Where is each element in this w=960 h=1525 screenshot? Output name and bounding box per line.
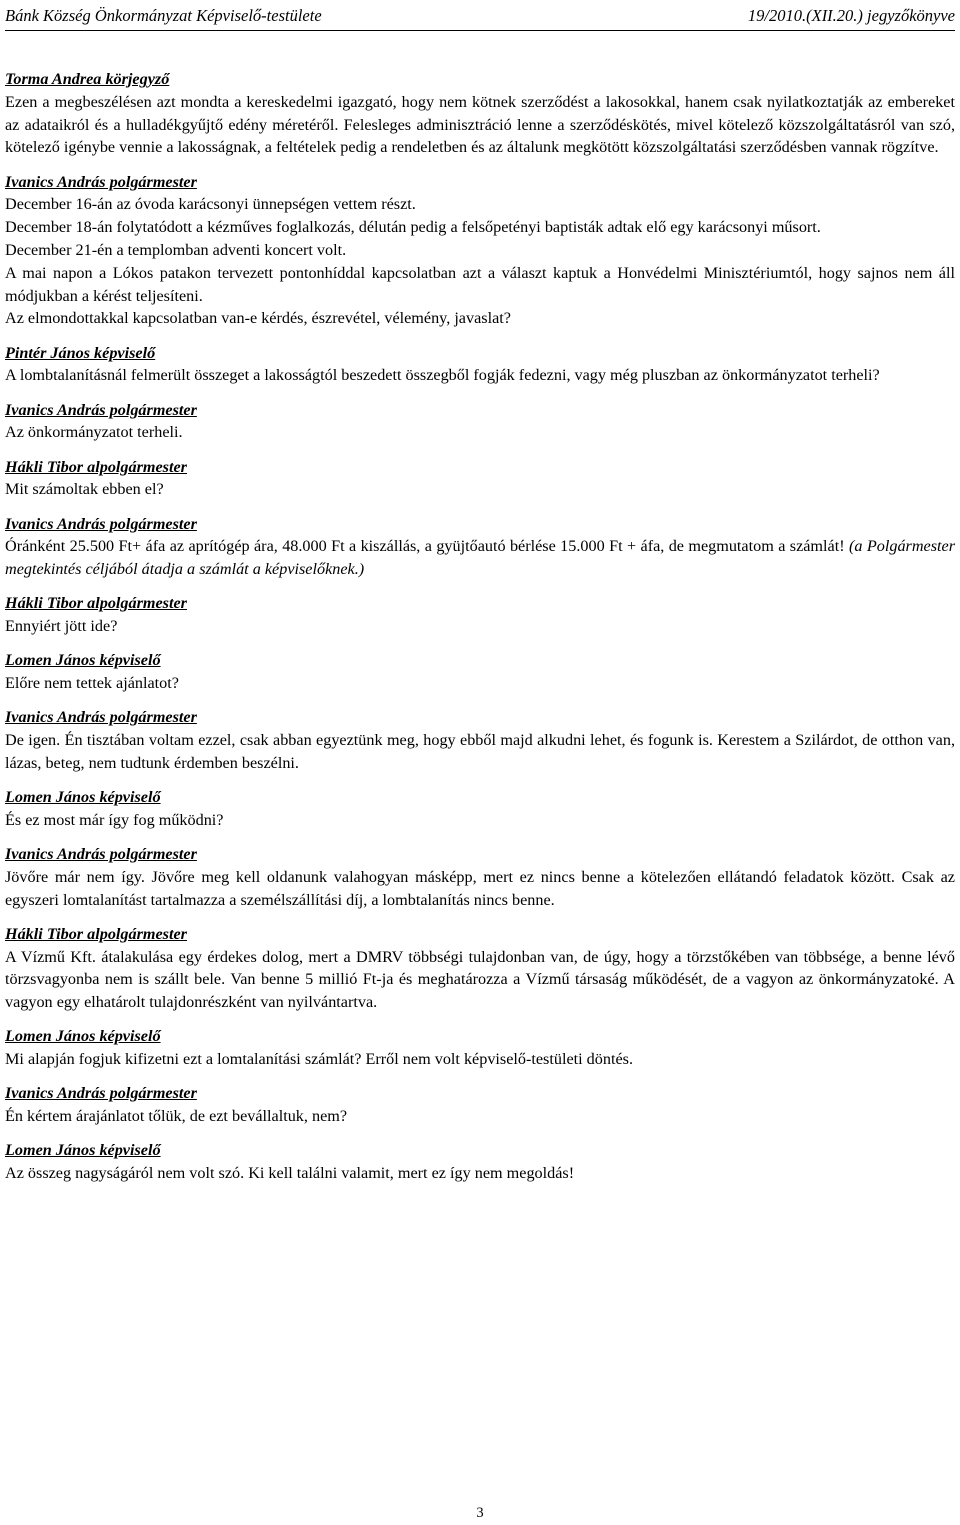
statement-paragraph xyxy=(5,729,955,775)
speaker-block xyxy=(5,456,955,502)
speaker-name: Torma Andrea körjegyző xyxy=(5,70,170,88)
speaker-block xyxy=(5,592,955,638)
statement-paragraph xyxy=(5,421,955,444)
speaker-name: Ivanics András polgármester xyxy=(5,400,197,419)
speaker-name: Lomen János képviselő xyxy=(5,788,161,807)
speaker-block xyxy=(5,843,955,911)
statement-paragraph xyxy=(5,672,955,695)
statement-text: Óránként 25.500 Ft+ áfa az aprítógép ára, 48.000 Ft a kiszállás, a gyüjtőautó bérlése 15.000 Ft + áfa, de megmutatom a számlát! xyxy=(5,537,845,556)
speaker-name: Hákli Tibor alpolgármester xyxy=(5,924,187,943)
header-institution: Bánk Község Önkormányzat Képviselő-testülete xyxy=(5,6,322,25)
statement-paragraph xyxy=(5,1048,955,1071)
speaker-block xyxy=(5,786,955,832)
statement-text: Mi alapján fogjuk kifizetni ezt a lomtalanítási számlát? Erről nem volt képviselő-testületi döntés. xyxy=(5,1050,633,1069)
speaker-block xyxy=(5,649,955,695)
speaker-block xyxy=(5,923,955,1014)
statement-text: Előre nem tettek ajánlatot? xyxy=(5,674,179,693)
speaker-name: Ivanics András polgármester xyxy=(5,514,197,533)
speaker-name: Ivanics András polgármester xyxy=(5,708,197,727)
statement-text: Ennyiért jött ide? xyxy=(5,617,118,636)
statement-paragraph xyxy=(5,1105,955,1128)
statement-text: A lombtalanításnál felmerült összeget a lakosságtól beszedett összegből fogják fedezni, vagy még pluszban az önkormányzatot terheli? xyxy=(5,366,880,385)
speaker-name: Ivanics András polgármester xyxy=(5,1084,197,1103)
statement-text: És ez most már így fog működni? xyxy=(5,810,224,829)
statement-paragraph xyxy=(5,216,955,239)
statement-paragraph xyxy=(5,535,955,581)
statement-text: Jövőre már nem így. Jövőre meg kell oldanunk valahogyan másképp, mert ez nincs benne a kötelezően ellátandó feladatok között. Csak az egyszeri lomtalanítást tartalmazza a személszállítási díj, a lombtalanítás nincs benne. xyxy=(5,867,955,909)
statement-paragraph xyxy=(5,866,955,912)
statement-text: De igen. Én tisztában voltam ezzel, csak abban egyeztünk meg, hogy ebből majd alkudni lehet, és fogunk is. Kerestem a Szilárdot, de otthon van, lázas, beteg, nem tudtunk érdemben beszélni. xyxy=(5,731,955,772)
statement-paragraph xyxy=(5,364,955,387)
speaker-block xyxy=(5,706,955,774)
statement-paragraph xyxy=(5,262,955,308)
statement-paragraph xyxy=(5,615,955,638)
speaker-name: Pintér János képviselő xyxy=(5,343,156,362)
speaker-block xyxy=(5,171,955,331)
statement-text: A mai napon a Lókos patakon tervezett pontonhíddal kapcsolatban azt a választ kaptuk a Honvédelmi Minisztériumtól, hogy sajnos nem áll módjukban a kérést teljesíteni. xyxy=(5,263,955,305)
speaker-name: Lomen János képviselő xyxy=(5,1027,161,1046)
procedural-note: (a Polgármester megtekintés céljából átadja a számlát a képviselőknek.) xyxy=(5,537,956,579)
speaker-name: Lomen János képviselő xyxy=(5,651,161,670)
statement-paragraph xyxy=(5,239,955,262)
speaker-block xyxy=(5,1025,955,1071)
statement-paragraph xyxy=(5,91,955,159)
statement-text: Az önkormányzatot terheli. xyxy=(5,423,183,442)
page-header xyxy=(5,4,955,31)
speaker-block xyxy=(5,342,955,388)
statement-paragraph xyxy=(5,307,955,330)
speaker-name: Hákli Tibor alpolgármester xyxy=(5,457,187,476)
statement-text: Ezen a megbeszélésen azt mondta a kereskedelmi igazgató, hogy nem kötnek szerződést a lakosokkal, hanem csak nyilatkoztatják az embereket az adataikról és a hulladékgyűjtő edény méretéről. Felesleges adminisztráció lenne a szerződéskötés, mivel kötelező közszolgáltatásról van szó, kötelező igénybe vennie a lakosságnak, a feltételek pedig a rendeletben és az általunk megkötött közszolgáltatási szerződésben vannak rögzítve. xyxy=(5,92,955,157)
speaker-name: Ivanics András polgármester xyxy=(5,172,197,191)
header-minutes-number: 19/2010.(XII.20.) jegyzőkönyve xyxy=(747,6,955,25)
statement-paragraph xyxy=(5,193,955,216)
statement-text: December 16-án az óvoda karácsonyi ünnepségen vettem részt. xyxy=(5,195,416,214)
speaker-block xyxy=(5,513,955,581)
page-number: 3 xyxy=(476,1505,484,1521)
speaker-name: Ivanics András polgármester xyxy=(5,845,197,864)
minutes-body xyxy=(5,68,955,1196)
statement-paragraph xyxy=(5,1162,955,1185)
statement-text: A Vízmű Kft. átalakulása egy érdekes dolog, mert a DMRV többségi tulajdonban van, de úgy, hogy a törzstőkében van többsége, a benne lévő törzsvagyonba nem is szállt bele. Van benne 5 millió Ft-ja és meghatározza a Vízmű társaság működését, de a vagyon az önkormányzatoké. A vagyon egy elhatárolt tulajdonrészként van nyilvántartva. xyxy=(5,947,955,1012)
speaker-block xyxy=(5,1139,955,1185)
statement-text: Mit számoltak ebben el? xyxy=(5,480,164,499)
speaker-block xyxy=(5,68,955,159)
statement-text: Az elmondottakkal kapcsolatban van-e kérdés, észrevétel, vélemény, javaslat? xyxy=(5,309,511,328)
statement-paragraph xyxy=(5,809,955,832)
speaker-name: Lomen János képviselő xyxy=(5,1141,161,1160)
statement-paragraph xyxy=(5,946,955,1014)
statement-text: Én kértem árajánlatot tőlük, de ezt bevállaltuk, nem? xyxy=(5,1107,348,1126)
statement-paragraph xyxy=(5,478,955,501)
statement-text: Az összeg nagyságáról nem volt szó. Ki kell találni valamit, mert ez így nem megoldás! xyxy=(5,1164,575,1183)
speaker-block xyxy=(5,399,955,445)
statement-text: December 21-én a templomban adventi koncert volt. xyxy=(5,240,347,259)
speaker-block xyxy=(5,1082,955,1128)
speaker-name: Hákli Tibor alpolgármester xyxy=(5,594,187,613)
statement-text: December 18-án folytatódott a kézműves foglalkozás, délután pedig a felsőpetényi baptisták adtak elő egy karácsonyi műsort. xyxy=(5,218,821,237)
